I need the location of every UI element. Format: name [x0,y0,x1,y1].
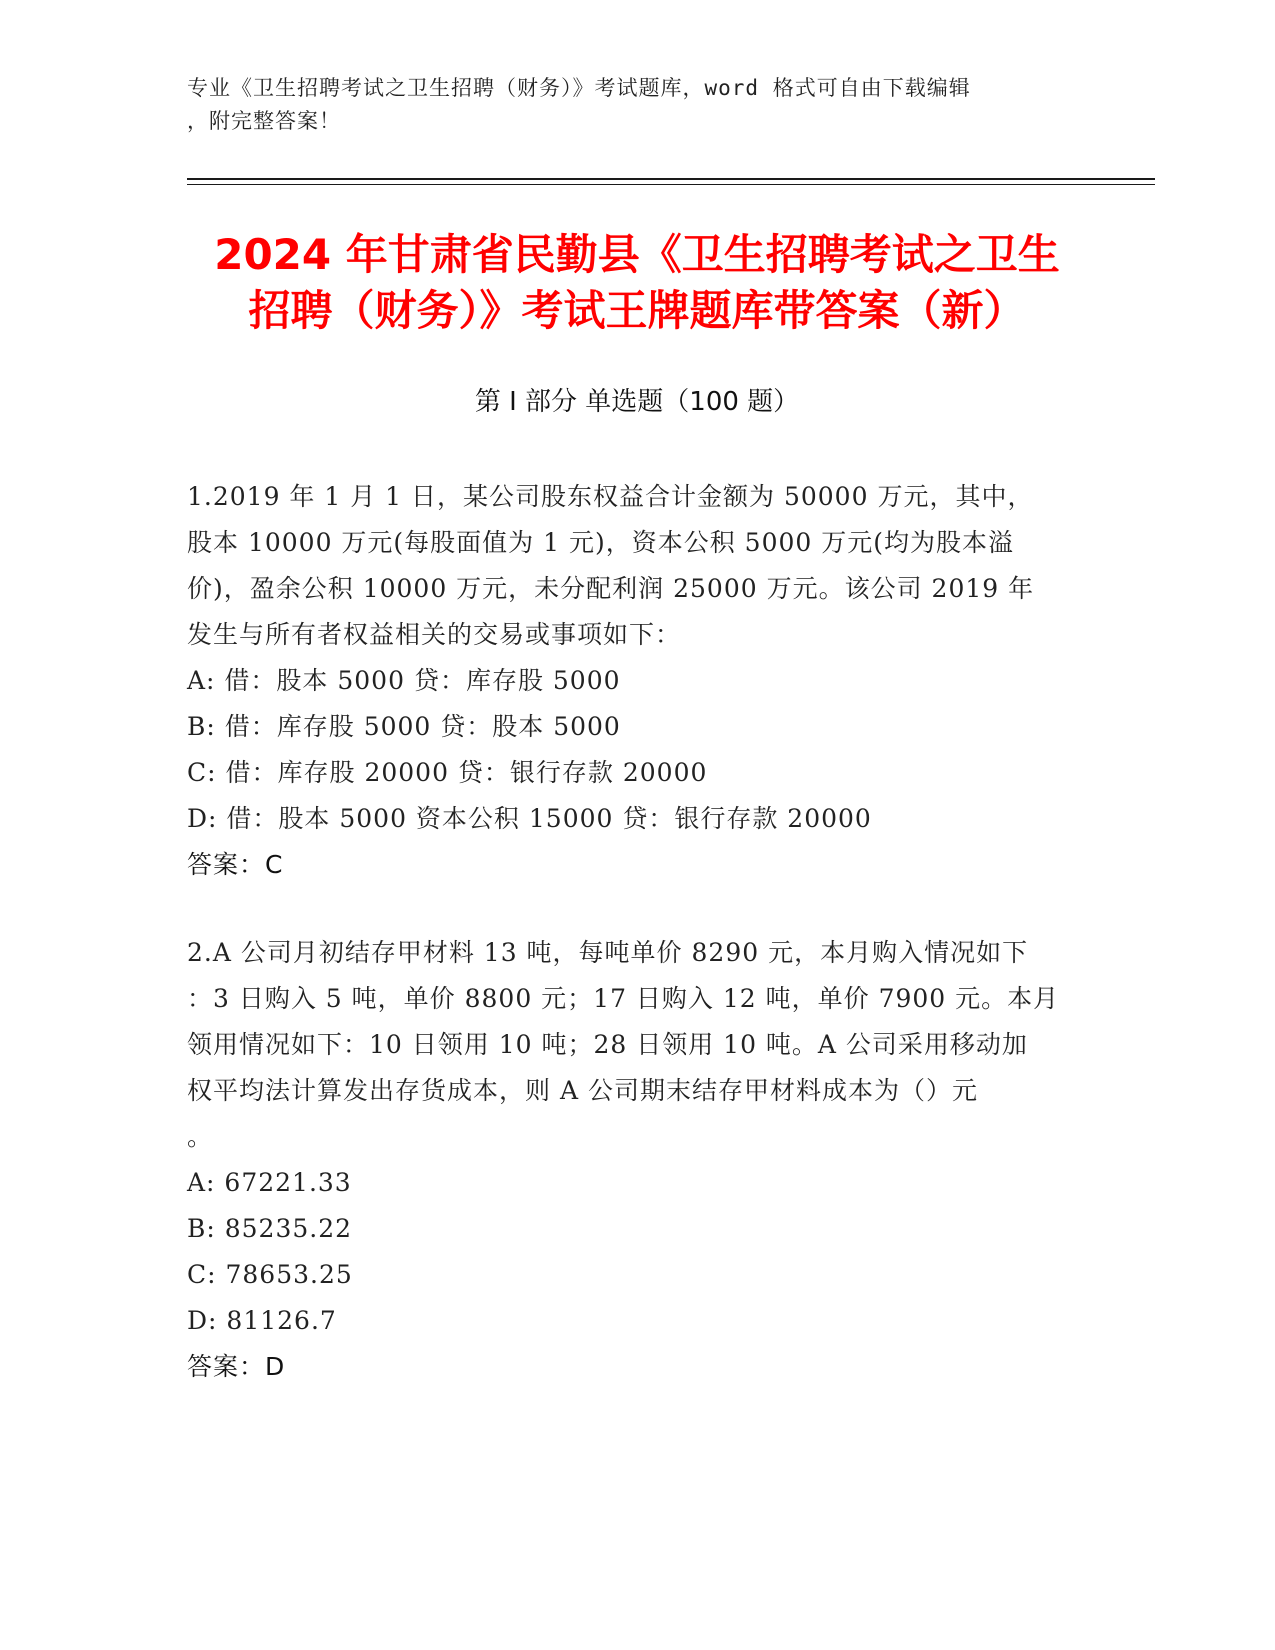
answer-line: 答案：C [187,850,284,879]
header-note-line: 专业《卫生招聘考试之卫生招聘（财务）》考试题库，word 格式可自由下载编辑 [187,76,971,100]
option-b: B: 借：库存股 5000 贷：股本 5000 [187,712,621,741]
section-heading: 第 I 部分 单选题（100 题） [474,387,800,417]
document-title [187,227,1087,339]
question-stem-line: 权平均法计算发出存货成本，则 A 公司期末结存甲材料成本为（）元 [187,1076,978,1105]
question-stem-line: 价)，盈余公积 10000 万元，未分配利润 25000 万元。该公司 2019 年 [187,574,1035,603]
question-stem-line: 2.A 公司月初结存甲材料 13 吨，每吨单价 8290 元，本月购入情况如下 [187,938,1029,967]
option-a: A: 借：股本 5000 贷：库存股 5000 [187,666,621,695]
header-divider-thin [187,184,1155,185]
question-stem-line: 领用情况如下：10 日领用 10 吨；28 日领用 10 吨。A 公司采用移动加 [187,1030,1028,1059]
question-stem-line: 1.2019 年 1 月 1 日，某公司股东权益合计金额为 50000 万元，其中， [187,482,1034,511]
option-c: C: 借：库存股 20000 贷：银行存款 20000 [187,758,708,787]
option-d: D: 借：股本 5000 资本公积 15000 贷：银行存款 20000 [187,804,872,833]
option-c: C: 78653.25 [187,1260,353,1289]
question-1 [187,474,1087,888]
option-a: A: 67221.33 [187,1168,352,1197]
option-b: B: 85235.22 [187,1214,353,1243]
title-line: 2024 年甘肃省民勤县《卫生招聘考试之卫生 [214,230,1060,279]
question-stem-line: ：3 日购入 5 吨，单价 8800 元；17 日购入 12 吨，单价 7900 元。本月 [187,984,1060,1013]
question-stem-line: 。 [187,1122,214,1151]
header-note-line: ，附完整答案！ [187,109,341,133]
title-line: 招聘（财务）》考试王牌题库带答案（新） [248,286,1026,335]
header-divider-thick [187,178,1155,180]
question-stem-line: 发生与所有者权益相关的交易或事项如下： [187,620,682,649]
question-2 [187,930,1087,1390]
question-stem-line: 股本 10000 万元(每股面值为 1 元)，资本公积 5000 万元(均为股本溢 [187,528,1015,557]
option-d: D: 81126.7 [187,1306,337,1335]
header-note [187,72,1087,138]
answer-line: 答案：D [187,1352,286,1381]
